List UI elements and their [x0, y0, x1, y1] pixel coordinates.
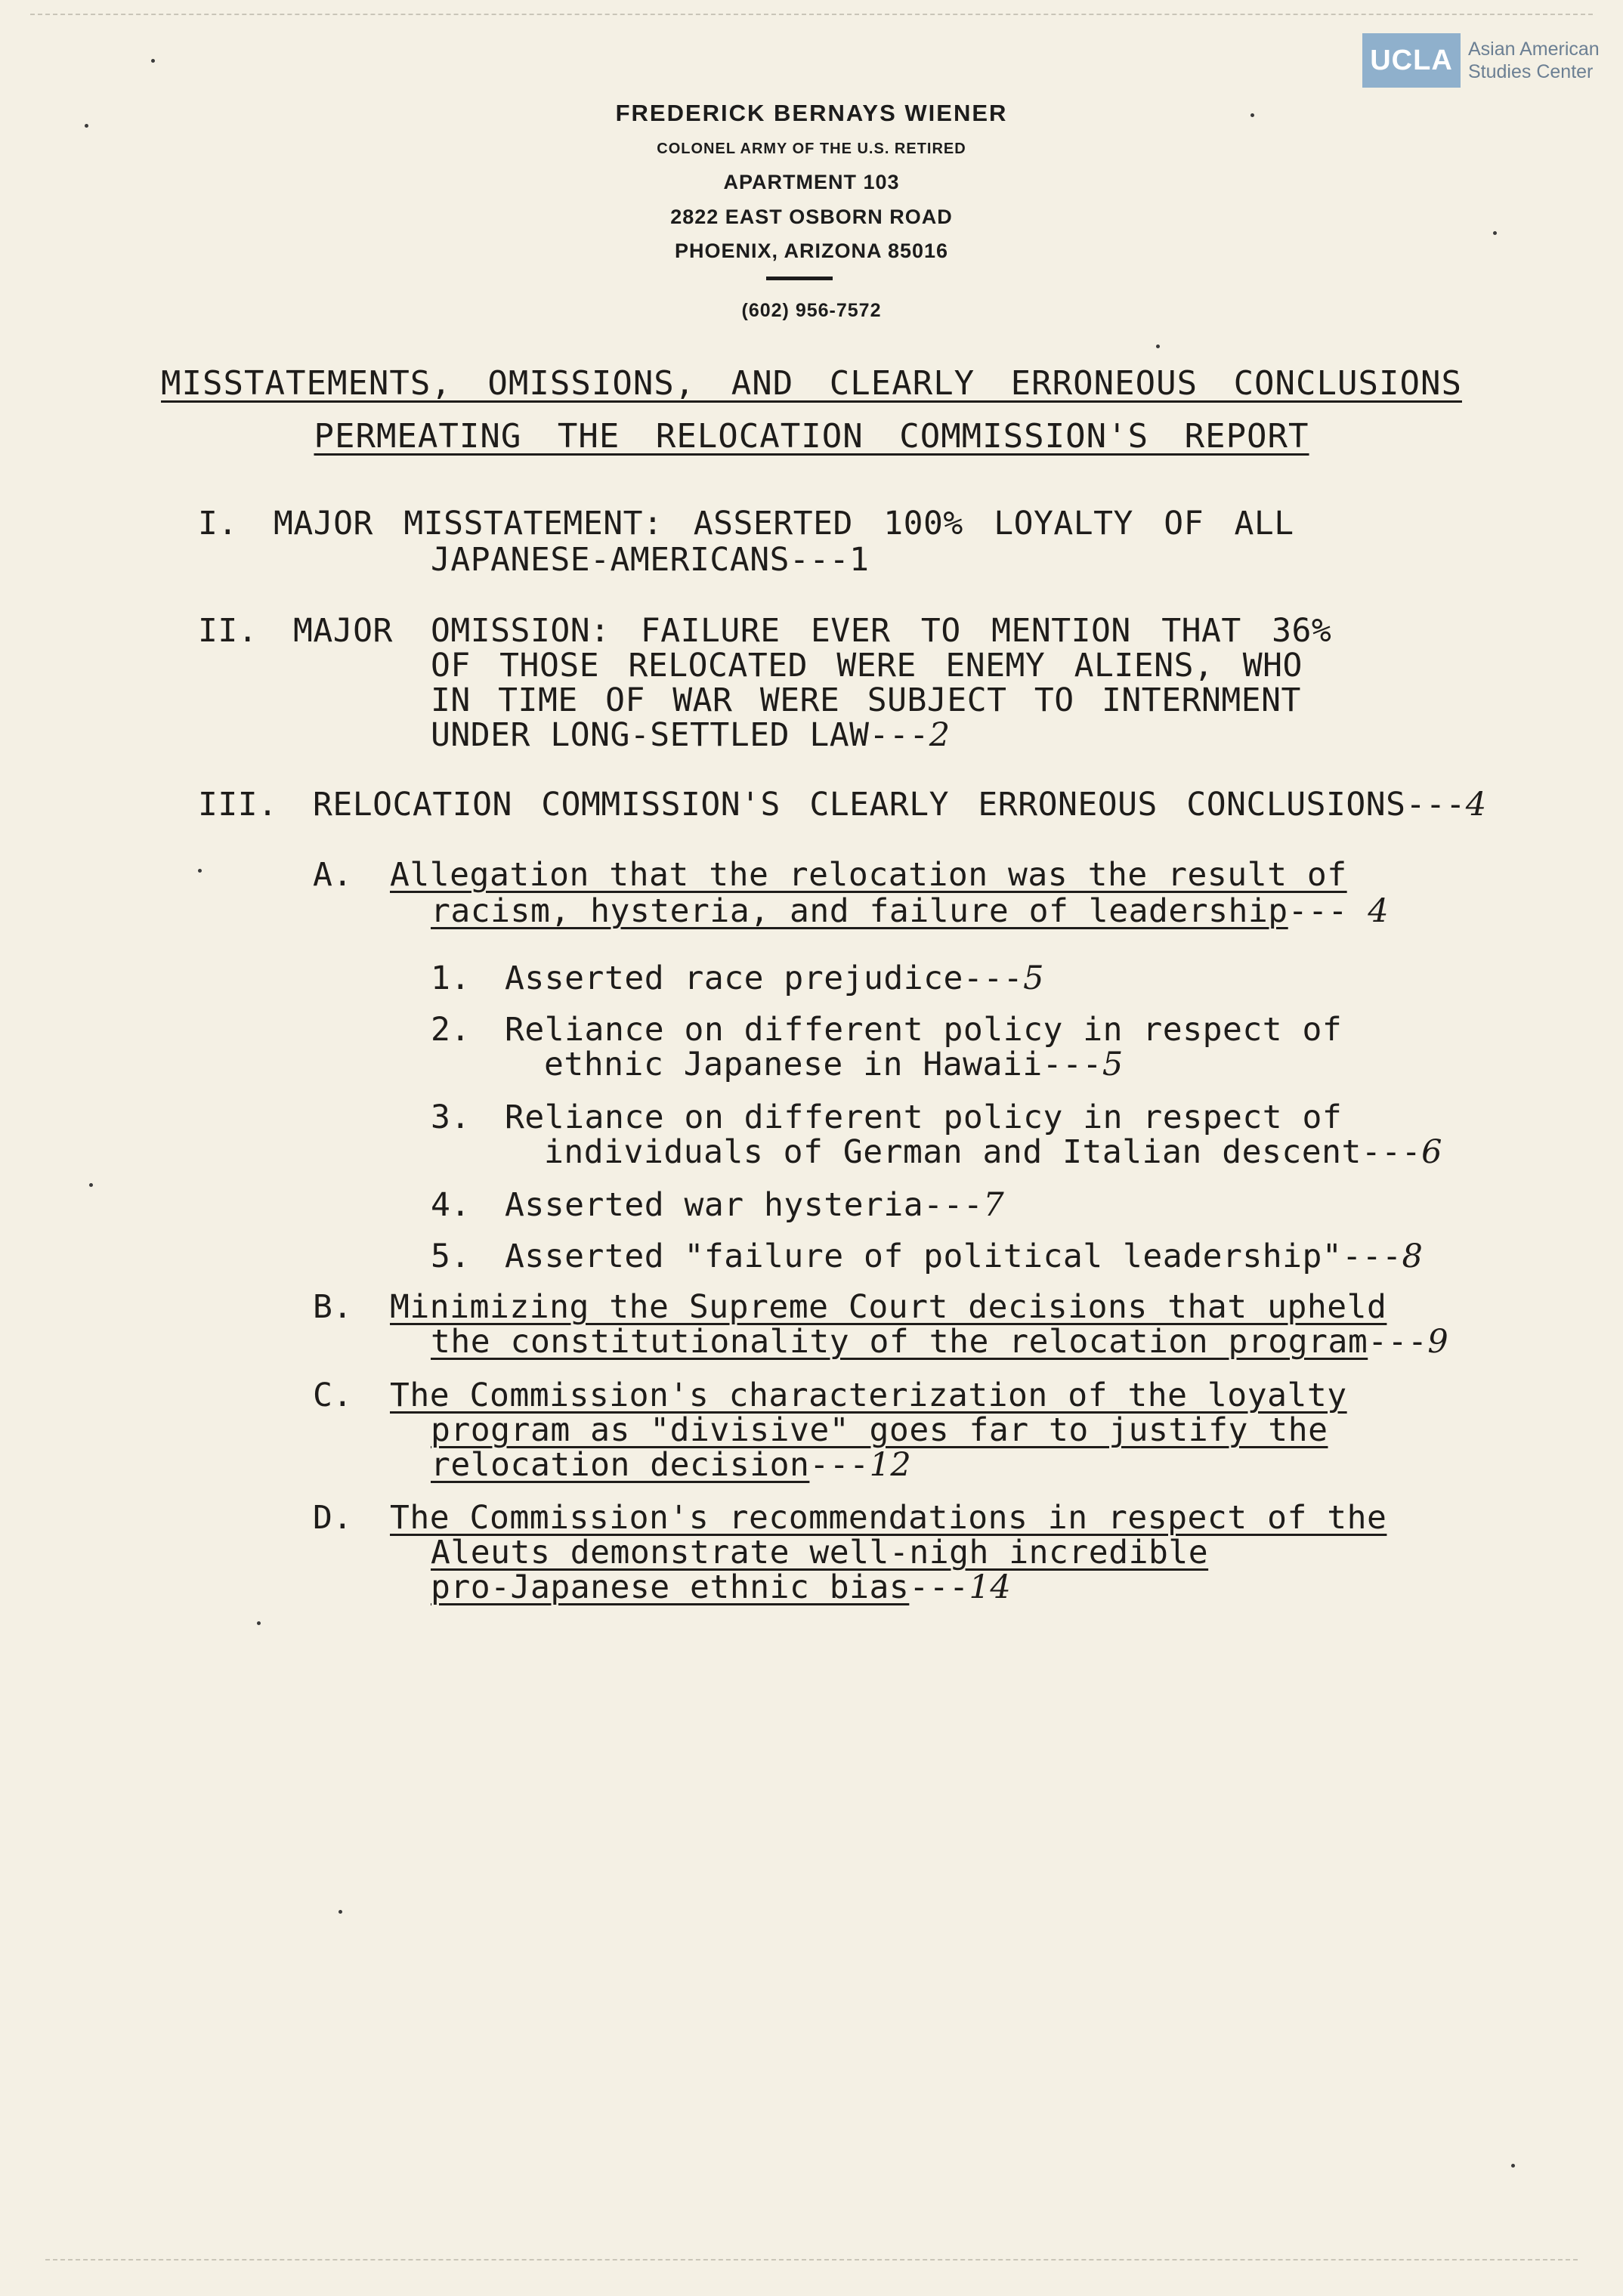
subsection-c-line1: The Commission's characterization of the loyalty — [390, 1377, 1347, 1414]
paper-speck — [1156, 345, 1160, 348]
scan-edge-top — [30, 14, 1593, 18]
item-4-line1 — [505, 1186, 1004, 1224]
item-5-text: Asserted "failure of political leadership"--- — [505, 1238, 1402, 1275]
section-3-page: 4 — [1465, 786, 1487, 824]
item-1-text: Asserted race prejudice--- — [505, 959, 1024, 997]
letterhead-divider — [766, 277, 833, 280]
logo-badge: UCLA — [1362, 33, 1461, 88]
item-2-page: 5 — [1102, 1046, 1124, 1083]
item-3-line1: Reliance on different policy in respect of — [505, 1099, 1343, 1136]
subsection-d-line3-text: pro-Japanese ethnic bias — [431, 1568, 910, 1606]
section-2-line3: IN TIME OF WAR WERE SUBJECT TO INTERNMENT — [431, 681, 1301, 719]
paper-speck — [198, 869, 202, 873]
item-3-line2 — [544, 1133, 1442, 1171]
subsection-d-line2: Aleuts demonstrate well-nigh incredible — [431, 1534, 1209, 1571]
item-1-num: 1. — [431, 959, 471, 997]
item-3-num: 3. — [431, 1099, 471, 1136]
paper-speck — [85, 124, 88, 128]
section-1-line2: JAPANESE-AMERICANS---1 — [431, 541, 870, 579]
item-1-line1 — [505, 959, 1044, 997]
section-1-line1: MAJOR MISSTATEMENT: ASSERTED 100% LOYALTY OF ALL — [274, 505, 1294, 542]
subsection-c-page: 12 — [869, 1446, 912, 1484]
item-4-num: 4. — [431, 1186, 471, 1224]
ucla-logo — [1362, 33, 1600, 88]
subsection-b-line1: Minimizing the Supreme Court decisions that upheld — [390, 1288, 1387, 1326]
paper-speck — [89, 1183, 93, 1187]
item-4-page: 7 — [983, 1186, 1005, 1224]
subsection-a-line2 — [431, 892, 1389, 930]
item-4-text: Asserted war hysteria--- — [505, 1186, 984, 1224]
letterhead-name: FREDERICK BERNAYS WIENER — [615, 100, 1008, 126]
paper-speck — [1250, 113, 1254, 117]
item-5-line1 — [505, 1238, 1423, 1275]
logo-caption-line2: Studies Center — [1468, 61, 1594, 82]
subsection-a-line2-text: racism, hysteria, and failure of leadership — [431, 892, 1288, 930]
letterhead-phone: (602) 956-7572 — [741, 300, 882, 321]
item-2-line1: Reliance on different policy in respect of — [505, 1011, 1343, 1049]
letterhead-city: PHOENIX, ARIZONA 85016 — [674, 239, 949, 262]
paper-speck — [1493, 231, 1497, 235]
section-3-text — [313, 786, 1487, 824]
section-2-line4 — [431, 716, 951, 754]
document-title-line1: MISSTATEMENTS, OMISSIONS, AND CLEARLY ERRONEOUS CONCLUSIONS — [161, 364, 1462, 403]
section-3-title: RELOCATION COMMISSION'S CLEARLY ERRONEOUS CONCLUSIONS--- — [313, 786, 1466, 824]
subsection-a-suffix: --- — [1288, 892, 1368, 930]
subsection-d-page: 14 — [969, 1568, 1012, 1606]
subsection-c-line3 — [431, 1446, 911, 1484]
item-5-page: 8 — [1402, 1238, 1424, 1275]
section-2-line1: OMISSION: FAILURE EVER TO MENTION THAT 36% — [431, 612, 1332, 650]
subsection-c-line3-text: relocation decision — [431, 1446, 810, 1484]
section-2-line2: OF THOSE RELOCATED WERE ENEMY ALIENS, WHO — [431, 647, 1303, 684]
subsection-a-page: 4 — [1368, 892, 1390, 930]
subsection-b-page: 9 — [1427, 1323, 1449, 1361]
subsection-d-line3 — [431, 1568, 1011, 1606]
section-3-numeral: III. — [198, 786, 278, 824]
subsection-a-letter: A. — [313, 856, 353, 894]
paper-speck — [1511, 2164, 1515, 2168]
subsection-a-line1: Allegation that the relocation was the result of — [390, 856, 1347, 894]
subsection-b-letter: B. — [313, 1288, 353, 1326]
subsection-c-line2: program as "divisive" goes far to justify the — [431, 1411, 1328, 1449]
item-1-page: 5 — [1023, 959, 1044, 997]
logo-caption — [1468, 38, 1600, 83]
letterhead-rank: COLONEL ARMY OF THE U.S. RETIRED — [657, 141, 966, 157]
item-2-line2 — [544, 1046, 1124, 1083]
item-5-num: 5. — [431, 1238, 471, 1275]
paper-speck — [151, 59, 155, 63]
section-1-numeral: I. — [198, 505, 238, 542]
section-2-label: MAJOR — [293, 612, 393, 650]
subsection-b-line2-text: the constitutionality of the relocation program — [431, 1323, 1368, 1361]
section-2-numeral: II. — [198, 612, 258, 650]
subsection-d-letter: D. — [313, 1499, 353, 1537]
item-2-text: ethnic Japanese in Hawaii--- — [544, 1046, 1102, 1083]
subsection-c-letter: C. — [313, 1377, 353, 1414]
letterhead-apartment: APARTMENT 103 — [723, 171, 900, 193]
document-title-line2: PERMEATING THE RELOCATION COMMISSION'S REPORT — [314, 417, 1309, 456]
subsection-b-line2 — [431, 1323, 1448, 1361]
section-2-line4-text: UNDER LONG-SETTLED LAW--- — [431, 716, 929, 754]
paper-speck — [257, 1621, 261, 1625]
letterhead-street: 2822 EAST OSBORN ROAD — [670, 205, 953, 228]
subsection-c-suffix: --- — [809, 1446, 870, 1484]
logo-caption-line1: Asian American — [1468, 39, 1600, 60]
item-3-page: 6 — [1421, 1133, 1442, 1171]
item-2-num: 2. — [431, 1011, 471, 1049]
section-2-page: 2 — [929, 716, 951, 754]
subsection-d-line1: The Commission's recommendations in respect of the — [390, 1499, 1387, 1537]
subsection-d-suffix: --- — [909, 1568, 969, 1606]
paper-speck — [339, 1910, 342, 1914]
item-3-text: individuals of German and Italian descent--- — [544, 1133, 1422, 1171]
subsection-b-suffix: --- — [1368, 1323, 1428, 1361]
scan-edge-bottom — [45, 2259, 1578, 2264]
